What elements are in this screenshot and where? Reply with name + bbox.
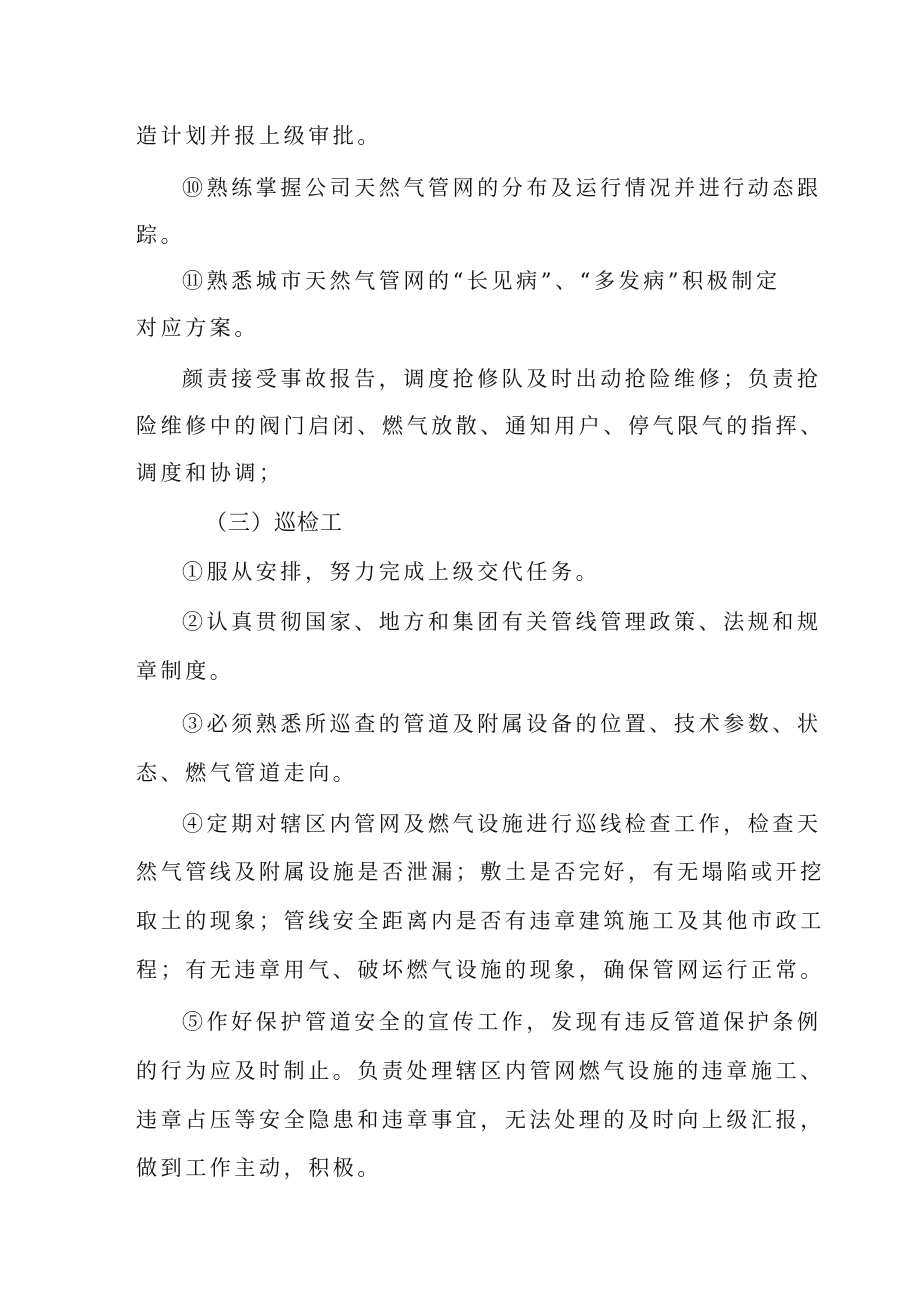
paragraph-line: ②认真贯彻国家、地方和集团有关管线管理政策、法规和规 [182,610,822,634]
paragraph-line: 态、燃气管道走向。 [136,761,358,785]
paragraph-line: 章制度。 [136,659,235,683]
paragraph-line: 做到工作主动，积极。 [136,1156,382,1180]
section-heading: （三）巡检工 [205,511,344,536]
paragraph-line: ①服从安排，努力完成上级交代任务。 [182,560,601,584]
paragraph-line: 颜责接受事故报告，调度抢修队及时出动抢险维修；负责抢 [182,367,822,391]
paragraph-line: 调度和协调； [136,461,284,485]
paragraph-line: ⑤作好保护管道安全的宣传工作，发现有违反管道保护条例 [182,1010,822,1034]
paragraph-line: ⑩熟练掌握公司天然气管网的分布及运行情况并进行动态跟 [182,176,822,200]
paragraph-line: 然气管线及附属设施是否泄漏；敷土是否完好，有无塌陷或开挖 [136,860,825,884]
paragraph-line: 踪。 [136,223,186,247]
paragraph-line: 违章占压等安全隐患和违章事宜，无法处理的及时向上级汇报， [136,1108,825,1132]
paragraph-line: 险维修中的阀门启闭、燃气放散、通知用户、停气限气的指挥、 [136,414,825,438]
paragraph-line: 的行为应及时制止。负责处理辖区内管网燃气设施的违章施工、 [136,1059,825,1083]
paragraph-line: 造计划并报上级审批。 [136,124,382,148]
paragraph-line: ③必须熟悉所巡查的管道及附属设备的位置、技术参数、状 [182,712,822,736]
paragraph-line: ④定期对辖区内管网及燃气设施进行巡线检查工作，检查天 [182,812,822,836]
paragraph-line: 取土的现象；管线安全距离内是否有违章建筑施工及其他市政工 [136,909,825,933]
paragraph-line: 程；有无违章用气、破坏燃气设施的现象，确保管网运行正常。 [136,958,825,982]
paragraph-line: 对应方案。 [136,316,259,340]
paragraph-line: ⑪熟悉城市天然气管网的“长见病”、“多发病”积极制定 [182,269,781,293]
